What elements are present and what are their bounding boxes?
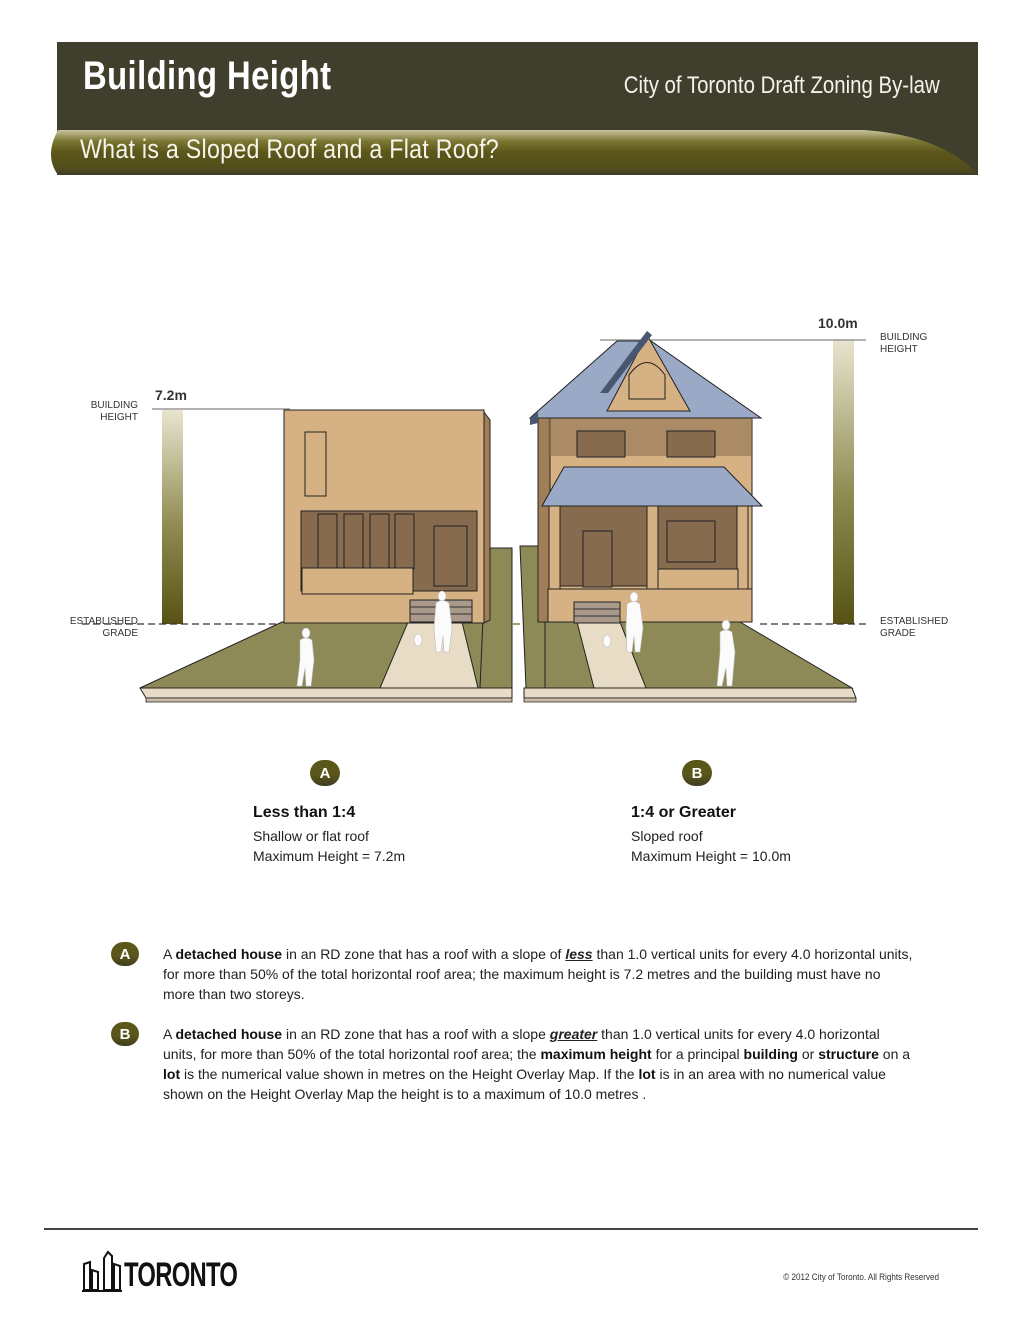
svg-text:10.0m: 10.0m [818,315,858,331]
svg-text:GRADE: GRADE [880,628,916,639]
caption-a [253,804,405,866]
caption-a-line1: Shallow or flat roof [253,828,369,844]
svg-text:ESTABLISHED: ESTABLISHED [69,616,138,627]
caption-b-title: 1:4 or Greater [631,804,736,821]
definition-b-badge: B [111,1022,139,1046]
city-hall-icon [82,1250,122,1292]
house-comparison-illustration [60,300,960,710]
definition-a-badge: A [111,942,139,966]
label-building-a: BUILDING [90,400,138,411]
banner-heading: What is a Sloped Roof and a Flat Roof? [80,134,499,164]
definition-b-text: A detached house in an RD zone that has a roof with a slope greater than 1.0 vertical units for every 4.0 horizontal units, for more than 50% of the total horizontal roof area; the maximum height for a principal building or structure on a lot is the numerical value shown in metres on the Height Overlay Map. If the lot is in an area with no numerical value shown on the Height Overlay Map the height is to a maximum of 10.0 metres . [163,1026,911,1102]
caption-b-badge: B [682,760,712,786]
svg-text:HEIGHT: HEIGHT [880,344,918,355]
caption-b-line2: Maximum Height = 10.0m [631,848,791,864]
caption-a-line2: Maximum Height = 7.2m [253,848,406,864]
page-title: Building Height [83,54,332,98]
svg-text:7.2m: 7.2m [155,387,187,403]
height-bar-b [833,339,854,624]
page-subtitle: City of Toronto Draft Zoning By-law [624,72,940,99]
caption-b-line1: Sloped roof [631,828,703,844]
definition-a-text: A detached house in an RD zone that has a roof with a slope of less than 1.0 vertical units for every 4.0 horizontal units, for more than 50% of the total horizontal roof area; the maximum height is 7.2 metres and the building must have no more than two storeys. [163,946,913,1002]
svg-text:GRADE: GRADE [102,628,138,639]
svg-text:ESTABLISHED: ESTABLISHED [880,616,949,627]
caption-b [631,804,791,866]
height-bar-a [162,410,183,624]
logo-text: TORONTO [124,1256,238,1294]
svg-text:HEIGHT: HEIGHT [100,412,138,423]
caption-a-badge: A [310,760,340,786]
toronto-logo [82,1250,286,1292]
caption-a-title: Less than 1:4 [253,804,356,821]
svg-text:BUILDING: BUILDING [880,332,928,343]
copyright: © 2012 City of Toronto. All Rights Reserved [783,1272,939,1282]
footer-divider [44,1228,978,1230]
